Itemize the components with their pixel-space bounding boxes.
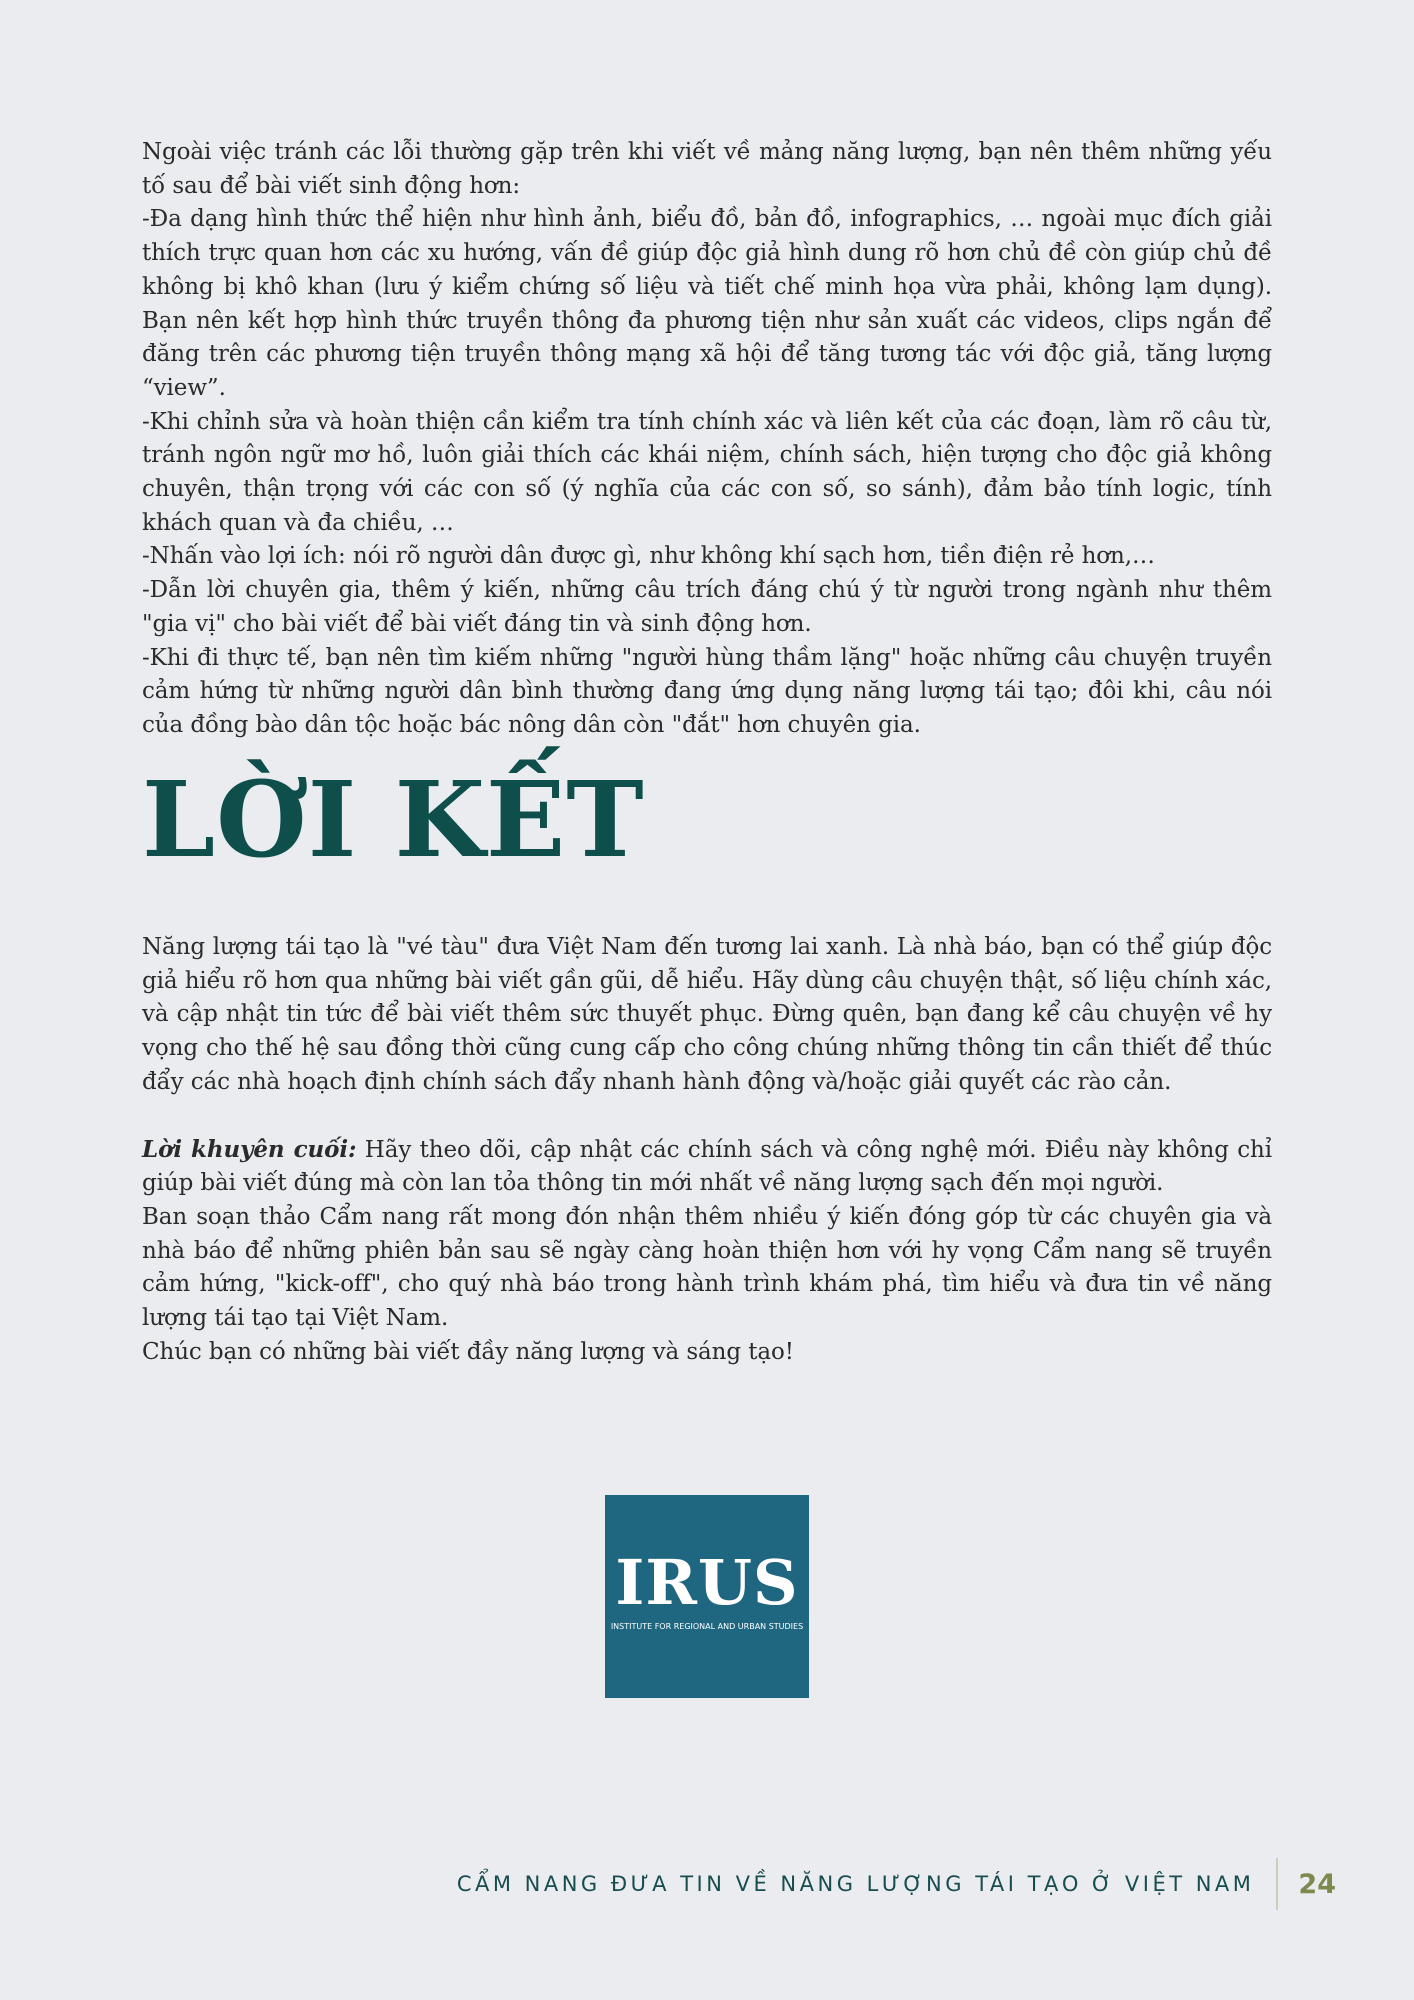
intro-bullet-editing: -Khi chỉnh sửa và hoàn thiện cần kiểm tra tính chính xác và liên kết của các đoạn, làm rõ câu từ, tránh ngôn ngữ mơ hồ, luôn giải thích các khái niệm, chính sách, hiện tượng cho độc giả không chuyên, thận trọng với các con số (ý nghĩa của các con số, so sánh), đảm bảo tính logic, tính khách quan và đa chiều, …	[142, 408, 1272, 536]
editorial-note: Ban soạn thảo Cẩm nang rất mong đón nhận thêm nhiều ý kiến đóng góp từ các chuyên gia và nhà báo để những phiên bản sau sẽ ngày càng hoàn thiện hơn với hy vọng Cẩm nang sẽ truyền cảm hứng, "kick-off", cho quý nhà báo trong hành trình khám phá, tìm hiểu và đưa tin về năng lượng tái tạo tại Việt Nam.	[142, 1203, 1272, 1332]
footer-divider	[1276, 1858, 1278, 1910]
irus-logo-subtitle: INSTITUTE FOR REGIONAL AND URBAN STUDIES	[610, 1622, 804, 1631]
irus-logo	[605, 1495, 809, 1698]
page-footer	[457, 1858, 1336, 1910]
page-number: 24	[1298, 1868, 1336, 1900]
final-advice-text: Hãy theo dõi, cập nhật các chính sách và công nghệ mới. Điều này không chỉ giúp bài viết đúng mà còn lan tỏa thông tin mới nhất về năng lượng sạch đến mọi người.	[142, 1136, 1273, 1197]
section-heading: LỜI KẾT	[142, 758, 645, 881]
closing-section	[142, 931, 1272, 1369]
intro-bullet-visuals: -Đa dạng hình thức thể hiện như hình ảnh, biểu đồ, bản đồ, infographics, … ngoài mục đích giải thích trực quan hơn các xu hướng, vấn đề giúp độc giả hình dung rõ hơn chủ đề còn giúp chủ đề không bị khô khan (lưu ý kiểm chứng số liệu và tiết chế minh họa vừa phải, không lạm dụng). Bạn nên kết hợp hình thức truyền thông đa phương tiện như sản xuất các videos, clips ngắn để đăng trên các phương tiện truyền thông mạng xã hội để tăng tương tác với độc giả, tăng lượng “view”.	[142, 206, 1272, 401]
intro-section	[142, 136, 1272, 743]
intro-bullet-experts: -Dẫn lời chuyên gia, thêm ý kiến, những câu trích đáng chú ý từ người trong ngành như thêm "gia vị" cho bài viết để bài viết đáng tin và sinh động hơn.	[142, 577, 1272, 637]
irus-logo-mark: IRUS	[615, 1546, 799, 1619]
intro-line: Ngoài việc tránh các lỗi thường gặp trên khi viết về mảng năng lượng, bạn nên thêm những yếu tố sau để bài viết sinh động hơn:	[142, 139, 1272, 199]
closing-paragraph: Năng lượng tái tạo là "vé tàu" đưa Việt Nam đến tương lai xanh. Là nhà báo, bạn có thể giúp độc giả hiểu rõ hơn qua những bài viết gần gũi, dễ hiểu. Hãy dùng câu chuyện thật, số liệu chính xác, và cập nhật tin tức để bài viết thêm sức thuyết phục. Đừng quên, bạn đang kể câu chuyện về hy vọng cho thế hệ sau đồng thời cũng cung cấp cho công chúng những thông tin cần thiết để thúc đẩy các nhà hoạch định chính sách đẩy nhanh hành động và/hoặc giải quyết các rào cản.	[142, 934, 1272, 1095]
footer-title: CẨM NANG ĐƯA TIN VỀ NĂNG LƯỢNG TÁI TẠO Ở VIỆT NAM	[456, 1872, 1255, 1896]
final-advice-label: Lời khuyên cuối:	[142, 1135, 357, 1163]
sign-off: Chúc bạn có những bài viết đầy năng lượng và sáng tạo!	[142, 1338, 794, 1365]
intro-bullet-benefits: -Nhấn vào lợi ích: nói rõ người dân được gì, như không khí sạch hơn, tiền điện rẻ hơn,…	[142, 543, 1155, 570]
intro-bullet-fieldwork: -Khi đi thực tế, bạn nên tìm kiếm những "người hùng thầm lặng" hoặc những câu chuyện truyền cảm hứng từ những người dân bình thường đang ứng dụng năng lượng tái tạo; đôi khi, câu nói của đồng bào dân tộc hoặc bác nông dân còn "đắt" hơn chuyên gia.	[142, 644, 1272, 738]
final-advice	[142, 1133, 1272, 1201]
